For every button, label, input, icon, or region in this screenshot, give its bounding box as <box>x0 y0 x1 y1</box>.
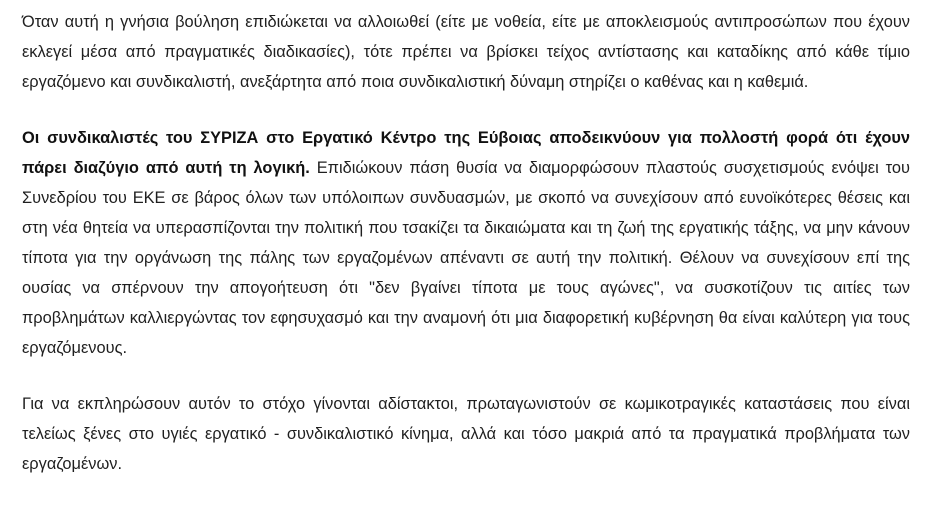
paragraph-text: Όταν αυτή η γνήσια βούληση επιδιώκεται να αλλοιωθεί (είτε με νοθεία, είτε με αποκλεισμούς αντιπροσώπων που έχουν εκλεγεί μέσα από πραγματικές διαδικασίες), τότε πρέπει να βρίσκει τείχος αντίστασης και καταδίκης από κάθε τίμιο εργαζόμενο και συνδικαλιστή, ανεξάρτητα από ποια συνδικαλιστική δύναμη στηρίζει ο καθένας και η καθεμιά. <box>22 13 910 91</box>
paragraph-text: Επιδιώκουν πάση θυσία να διαμορφώσουν πλαστούς συσχετισμούς ενόψει του Συνεδρίου του ΕΚΕ σε βάρος όλων των υπόλοιπων συνδυασμών, με σκοπό να συνεχίσουν από ευνοϊκότερες θέσεις και στη νέα θητεία να υπερασπίζονται την πολιτική που τσακίζει τα δικαιώματα και τη ζωή της εργατικής τάξης, να μην κάνουν τίποτα για την οργάνωση της πάλης των εργαζομένων απέναντι σε αυτή την πολιτική. Θέλουν να συνεχίσουν επί της ουσίας να σπέρνουν την απογοήτευση ότι "δεν βγαίνει τίποτα με τους αγώνες", να συσκοτίζουν τις αιτίες των προβλημάτων καλλιεργώντας τον εφησυχασμό και την αναμονή ότι μια διαφορετική κυβέρνηση θα είναι καλύτερη για τους εργαζόμενους. <box>22 159 910 357</box>
paragraph-goal <box>22 389 910 479</box>
paragraph-will-alteration <box>22 7 910 97</box>
paragraph-text: Για να εκπληρώσουν αυτόν το στόχο γίνονται αδίστακτοι, πρωταγωνιστούν σε κωμικοτραγικές καταστάσεις που είναι τελείως ξένες στο υγιές εργατικό - συνδικαλιστικό κίνημα, αλλά και τόσο μακριά από τα πραγματικά προβλήματα των εργαζομένων. <box>22 395 910 473</box>
paragraph-lead-bold: Οι συνδικαλιστές του ΣΥΡΙΖΑ στο Εργατικό Κέντρο της Εύβοιας αποδεικνύουν για πολλοστή φορά ότι έχουν πάρει διαζύγιο από αυτή τη λογική. <box>22 129 910 177</box>
paragraph-syriza-unionists <box>22 123 910 363</box>
